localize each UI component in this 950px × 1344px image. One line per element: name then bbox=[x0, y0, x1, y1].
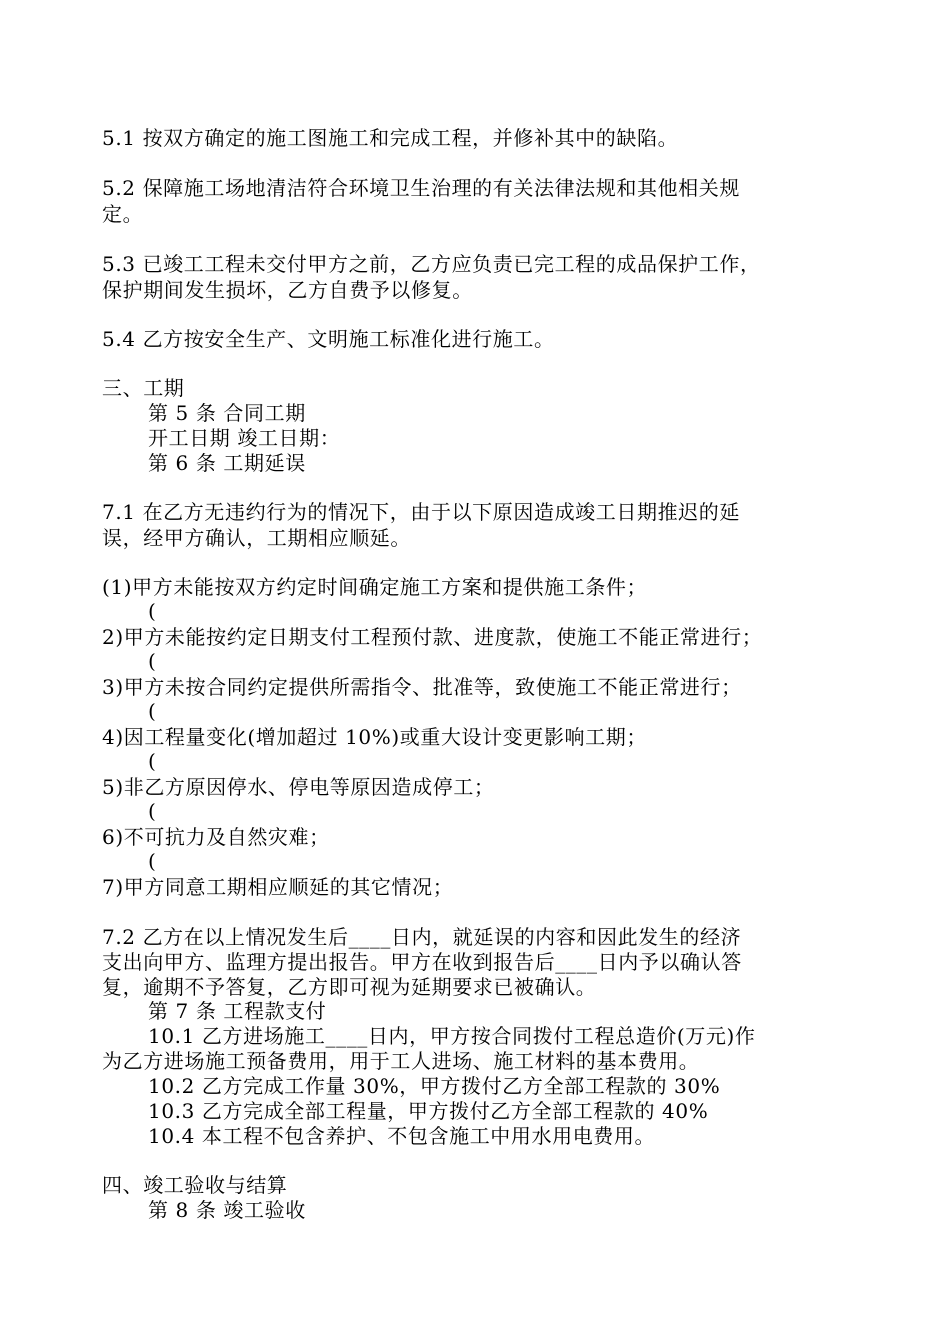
list-item-7: 7)甲方同意工期相应顺延的其它情况； bbox=[102, 875, 454, 899]
list-item-1: (1)甲方未能按双方约定时间确定施工方案和提供施工条件； bbox=[102, 575, 648, 599]
article-8-heading: 第 8 条 竣工验收 bbox=[148, 1198, 306, 1222]
list-item-4: 4)因工程量变化(增加超过 10%)或重大设计变更影响工期； bbox=[102, 725, 647, 749]
clause-5-2-cont: 定。 bbox=[102, 202, 144, 226]
clause-10-1: 10.1 乙方进场施工____日内，甲方按合同拨付工程总造价(万元)作 bbox=[148, 1024, 756, 1048]
article-5-heading: 第 5 条 合同工期 bbox=[148, 401, 306, 425]
clause-10-4: 10.4 本工程不包含养护、不包含施工中用水用电费用。 bbox=[148, 1124, 656, 1148]
list-item-6: 6)不可抗力及自然灾难； bbox=[102, 825, 330, 849]
section-heading-4: 四、竣工验收与结算 bbox=[102, 1173, 288, 1197]
list-item-3: 3)甲方未按合同约定提供所需指令、批准等，致使施工不能正常进行； bbox=[102, 675, 742, 699]
start-end-dates: 开工日期 竣工日期： bbox=[148, 426, 341, 450]
clause-5-4: 5.4 乙方按安全生产、文明施工标准化进行施工。 bbox=[102, 327, 555, 351]
clause-7-2: 7.2 乙方在以上情况发生后____日内，就延误的内容和因此发生的经济 bbox=[102, 925, 742, 949]
clause-10-2: 10.2 乙方完成工作量 30%，甲方拨付乙方全部工程款的 30% bbox=[148, 1074, 721, 1098]
list-item-4-paren: ( bbox=[148, 699, 157, 723]
article-7-heading: 第 7 条 工程款支付 bbox=[148, 999, 327, 1023]
clause-10-3: 10.3 乙方完成全部工程量，甲方拨付乙方全部工程款的 40% bbox=[148, 1099, 709, 1123]
list-item-2-paren: ( bbox=[148, 599, 157, 623]
clause-7-2-cont-1: 支出向甲方、监理方提出报告。甲方在收到报告后____日内予以确认答 bbox=[102, 950, 742, 974]
clause-10-1-cont: 为乙方进场施工预备费用，用于工人进场、施工材料的基本费用。 bbox=[102, 1049, 700, 1073]
clause-5-3: 5.3 已竣工工程未交付甲方之前，乙方应负责已完工程的成品保护工作， bbox=[102, 252, 761, 276]
list-item-2: 2)甲方未能按约定日期支付工程预付款、进度款，使施工不能正常进行； bbox=[102, 625, 763, 649]
list-item-5-paren: ( bbox=[148, 749, 157, 773]
clause-5-2: 5.2 保障施工场地清洁符合环境卫生治理的有关法律法规和其他相关规 bbox=[102, 176, 740, 200]
clause-7-1-cont: 误，经甲方确认，工期相应顺延。 bbox=[102, 526, 411, 550]
clause-5-1: 5.1 按双方确定的施工图施工和完成工程，并修补其中的缺陷。 bbox=[102, 126, 679, 150]
list-item-5: 5)非乙方原因停水、停电等原因造成停工； bbox=[102, 775, 495, 799]
list-item-7-paren: ( bbox=[148, 849, 157, 873]
list-item-3-paren: ( bbox=[148, 649, 157, 673]
clause-7-1: 7.1 在乙方无违约行为的情况下，由于以下原因造成竣工日期推迟的延 bbox=[102, 500, 740, 524]
list-item-6-paren: ( bbox=[148, 799, 157, 823]
clause-5-3-cont: 保护期间发生损坏，乙方自费予以修复。 bbox=[102, 278, 473, 302]
clause-7-2-cont-2: 复，逾期不予答复，乙方即可视为延期要求已被确认。 bbox=[102, 975, 597, 999]
section-heading-3: 三、工期 bbox=[102, 376, 185, 400]
article-6-heading: 第 6 条 工期延误 bbox=[148, 451, 306, 475]
